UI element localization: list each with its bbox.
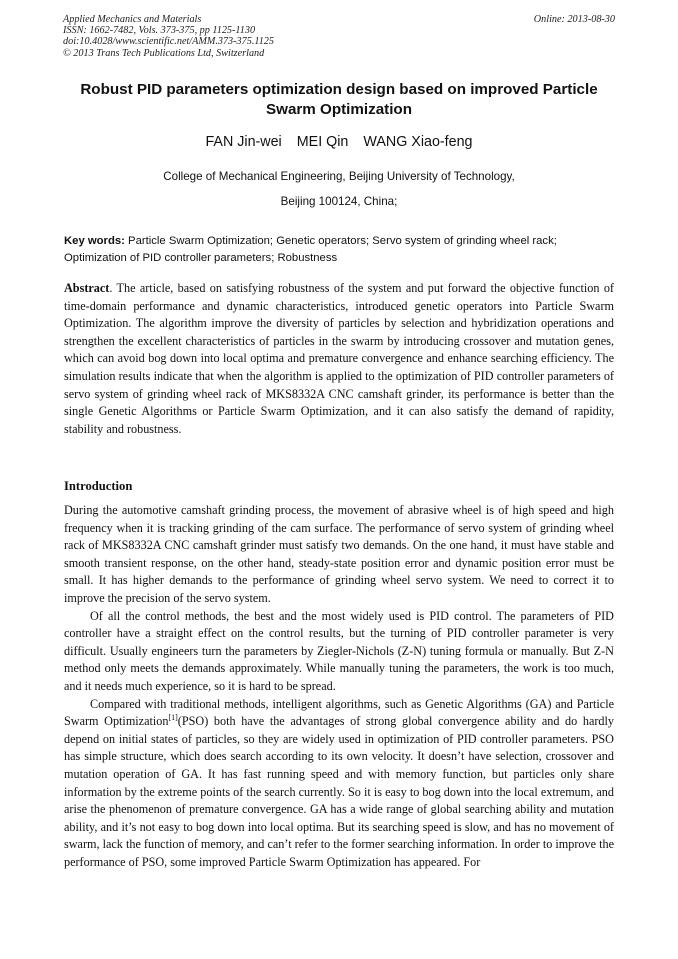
journal-header bbox=[63, 14, 615, 59]
author-list bbox=[60, 133, 618, 151]
abstract-text: . The article, based on satisfying robustness of the system and put forward the objective function of time-domain performance and dynamic characteristics, introduced genetic operators into Particle Swarm Optimization. The algorithm improve the diversity of particles by selection and hybridization operations and strengthen the excellent characteristics of particles in the swarm by introducing crossover and mutation genes, which can avoid bog down into local optima and premature convergence and enhance searching efficiency. The simulation results indicate that when the algorithm is applied to the optimization of PID controller parameters of servo system of grinding wheel rack of MKS8332A CNC camshaft grinder, its performance is better than the single Genetic Algorithms or Particle Swarm Optimization, and it can also satisfy the demand of rapidity, stability and robustness. bbox=[64, 281, 614, 436]
keywords-label: Key words: bbox=[64, 235, 125, 247]
paragraph: Of all the control methods, the best and the most widely used is PID control. The parameters of PID controller have a straight effect on the control results, but the turning of PID controller parameter is very difficult. Usually engineers turn the parameters by Ziegler-Nichols (Z-N) tuning formula or manually. But Z-N method only meets the demands approximately. While manually tuning the parameters, the work is too much, and it needs much experience, so it is hard to be spread. bbox=[64, 608, 614, 693]
online-date: Online: 2013-08-30 bbox=[533, 14, 615, 25]
paragraph-text: (PSO) both have the advantages of strong global convergence ability and do hardly depend on initial states of particles, so they are widely used in optimization of PID controller parameters. PSO has simple structure, which does search according to its own velocity. It doesn’t have selection, crossover and mutation operation of GA. It has fast running speed and with memory function, but particles only share information by the extreme points of the search currently. So it is easy to bog down into the local extremum, and arise the phenomenon of premature convergence. GA has a wide range of global searching ability and mutation ability, and it’s not easy to bog down into local optima. But its searching speed is slow, and has no movement of swarm, lack the function of memory, and can’t refer to the former searching information. In order to improve the performance of PSO, some improved Particle Swarm Optimization has appeared. For bbox=[64, 714, 614, 869]
introduction-body bbox=[64, 502, 614, 871]
keywords-text: Particle Swarm Optimization; Genetic operators; Servo system of grinding wheel rack; Optimization of PID controller parameters; Robustness bbox=[64, 235, 557, 264]
paragraph bbox=[64, 696, 614, 872]
author-name: WANG Xiao-feng bbox=[363, 134, 473, 150]
section-heading-introduction: Introduction bbox=[64, 479, 133, 493]
journal-name: Applied Mechanics and Materials bbox=[63, 14, 202, 25]
keywords bbox=[64, 233, 616, 266]
doi-line[interactable]: doi:10.4028/www.scientific.net/AMM.373-375.1125 bbox=[63, 36, 274, 48]
affiliation-line-1: College of Mechanical Engineering, Beijing University of Technology, bbox=[163, 170, 515, 183]
paper-title: Robust PID parameters optimization design based on improved Particle Swarm Optimization bbox=[80, 81, 598, 118]
citation-ref[interactable]: [1] bbox=[168, 713, 178, 723]
abstract bbox=[64, 280, 614, 438]
author-name: MEI Qin bbox=[296, 134, 349, 150]
copyright-line: © 2013 Trans Tech Publications Ltd, Switzerland bbox=[63, 47, 265, 59]
paragraph-text: Compared with traditional methods, intelligent algorithms, such as Genetic Algorithms (GA) and Particle Swarm Optimization bbox=[64, 696, 614, 729]
issn-line: ISSN: 1662-7482, Vols. 373-375, pp 1125-1130 bbox=[63, 25, 256, 37]
author-name: FAN Jin-wei bbox=[205, 134, 282, 150]
paragraph: During the automotive camshaft grinding process, the movement of abrasive wheel is of high speed and high frequency when it is tracking grinding of the cam surface. The performance of servo system of grinding wheel rack of MKS8332A CNC camshaft grinder must satisfy two demands. On the one hand, it must have stable and smooth transient response, on the other hand, steady-state position error and dynamic position error must be small. It has higher demands to the performance of grinding wheel servo system. We need to correct it to improve the precision of the servo system. bbox=[64, 503, 614, 605]
abstract-label: Abstract bbox=[64, 281, 110, 295]
affiliation-line-2: Beijing 100124, China; bbox=[280, 195, 398, 208]
